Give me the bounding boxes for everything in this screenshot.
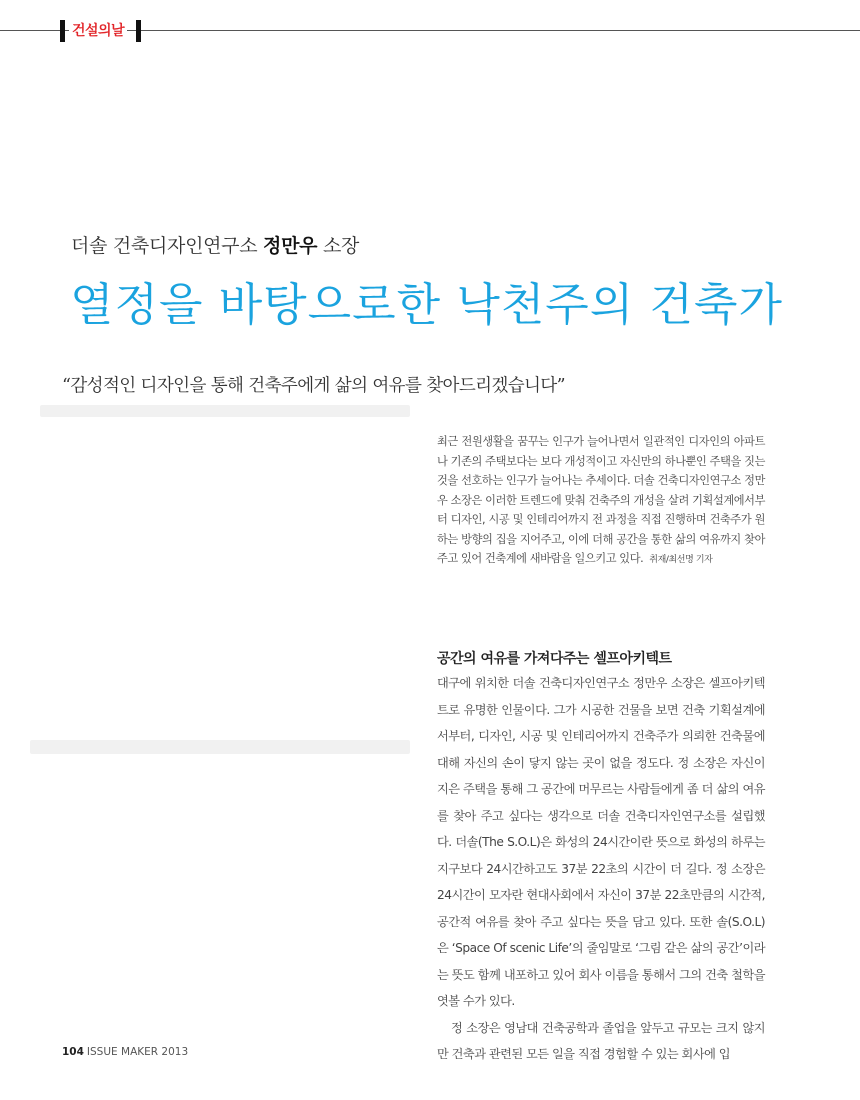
byline xyxy=(71,231,359,258)
faint-background-band xyxy=(40,405,410,417)
reporter-credit: 취재/최선명 기자 xyxy=(649,555,713,565)
byline-prefix: 더솔 건축디자인연구소 xyxy=(71,235,264,257)
article-body xyxy=(437,670,765,1068)
page-number: 104 xyxy=(62,1046,84,1058)
byline-name: 정만우 xyxy=(263,235,318,257)
article-title: 열정을 바탕으로한 낙천주의 건축가 xyxy=(70,278,783,331)
faint-background-band xyxy=(30,740,410,754)
header-rule xyxy=(0,30,860,31)
lead-text: 최근 전원생활을 꿈꾸는 인구가 늘어나면서 일관적인 디자인의 아파트나 기존의 주택보다는 보다 개성적이고 자신만의 하나뿐인 주택을 짓는 것을 선호하는 인구가 늘어나는 추세이다. 더솔 건축디자인연구소 정만우 소장은 이러한 트렌드에 맞춰 건축주의 개성을 살려 기획설계에서부터 디자인, 시공 및 인테리어까지 전 과정을 직접 진행하며 건축주가 원하는 방향의 집을 지어주고, 이에 더해 공간을 통한 삶의 여유까지 찾아주고 있어 건축계에 새바람을 일으키고 있다. xyxy=(437,435,765,565)
publication-name: ISSUE MAKER 2013 xyxy=(86,1046,189,1058)
pull-quote: “감성적인 디자인을 통해 건축주에게 삶의 여유를 찾아드리겠습니다” xyxy=(62,376,566,396)
header-bar-right xyxy=(136,20,141,42)
lead-paragraph xyxy=(437,432,765,571)
byline-suffix: 소장 xyxy=(317,235,360,257)
header-bar-left xyxy=(60,20,65,42)
body-paragraph: 정 소장은 영남대 건축공학과 졸업을 앞두고 규모는 크지 않지만 건축과 관련된 모든 일을 직접 경험할 수 있는 회사에 입 xyxy=(437,1020,765,1061)
section-label: 건설의날 xyxy=(69,20,127,42)
section-subheading: 공간의 여유를 가져다주는 셀프아키텍트 xyxy=(437,651,672,667)
page-footer xyxy=(62,1046,188,1058)
body-paragraph: 대구에 위치한 더솔 건축디자인연구소 정만우 소장은 셀프아키텍트로 유명한 인물이다. 그가 시공한 건물을 보면 건축 기획설계에서부터, 디자인, 시공 및 인테리어까지 건축주가 의뢰한 건축물에 대해 자신의 손이 닿지 않는 곳이 없을 정도다. 정 소장은 자신이 지은 주택을 통해 그 공간에 머무르는 사람들에게 좀 더 삶의 여유를 찾아 주고 싶다는 생각으로 더솔 건축디자인연구소를 설립했다. 더솔(The S.O.L)은 화성의 24시간이란 뜻으로 화성의 하루는 지구보다 24시간하고도 37분 22초의 시간이 더 길다. 정 소장은 24시간이 모자란 현대사회에서 자신이 37분 22초만큼의 시간적, 공간적 여유를 찾아 주고 싶다는 뜻을 담고 있다. 또한 솔(S.O.L)은 ‘Space Of scenic Life’의 줄임말로 ‘그림 같은 삶의 공간’이라는 뜻도 함께 내포하고 있어 회사 이름을 통해서 그의 건축 철학을 엿볼 수가 있다. xyxy=(437,676,765,1008)
